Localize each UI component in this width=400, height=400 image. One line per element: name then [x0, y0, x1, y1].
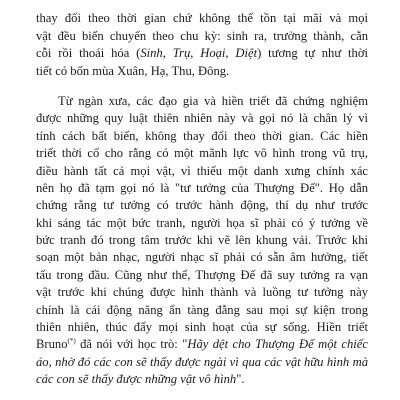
footnote-marker: (*): [67, 337, 76, 346]
text-line: tấu trong đầu. Cũng như thế, Thượng Đế đã suy tưởng ra vạn: [36, 267, 368, 282]
body-text: [36, 0, 368, 389]
paragraph-2: [36, 93, 368, 389]
text-line: [36, 371, 368, 388]
text-line: vật trước khi chúng được hình thành và luồng tư tưởng này: [36, 285, 368, 300]
quote-text: các con sẽ thấy được những vật vô hình: [36, 372, 237, 387]
text-line: Từ ngàn xưa, các đạo gia và hiền triết đã chứng nghiệm: [58, 93, 368, 108]
text-line: [36, 45, 368, 62]
text-line: điều hành tất cả mọi vật, vì thiếu một danh xưng chính xác: [36, 163, 368, 178]
text-line: bức tranh đó trong tâm trước khi vẽ lên khung vải. Trước khi: [36, 233, 368, 248]
text-line: nên họ đã tạm gọi nó là "tư tưởng của Thượng Đế". Họ dẫn: [36, 180, 368, 195]
person-name: Bruno: [36, 337, 68, 352]
text-line: tính cách bất biến, không thay đổi theo thời gian. Các hiền: [36, 128, 368, 143]
paragraph-1: [36, 0, 368, 80]
text-line: chứng rằng tư tưởng có trước hành động, thí dụ như trước: [36, 198, 368, 213]
text-line: vật đều biến chuyển theo chu kỳ: sinh ra, trưởng thành, cằn: [36, 28, 368, 43]
text-line: khi sáng tác một bức tranh, người họa sĩ phải có ý tưởng về: [36, 215, 368, 230]
text-line: soạn một bản nhạc, người nhạc sĩ phải có sẵn âm hưởng, tiết: [36, 250, 368, 265]
quote-text: Hãy dệt cho Thượng Đế một chiếc: [187, 337, 368, 352]
text-line: chính là cái động năng ẩn tàng đằng sau mọi sự kiện trong: [36, 302, 368, 317]
text-line: tiết có bốn mùa Xuân, Hạ, Thu, Đông.: [36, 63, 230, 78]
text-segment: cỗi rồi thoái hóa (: [36, 46, 141, 61]
text-segment: ) tương tự như thời: [257, 46, 368, 61]
text-line: thiên nhiên, thúc đẩy mọi sinh hoạt của sự sống. Hiền triết: [36, 320, 368, 335]
quote-line: áo, nhờ đó các con sẽ thấy được ngài vì qua các vật hữu hình mà: [36, 354, 368, 369]
text-segment: ".: [236, 372, 245, 387]
text-segment: đã nói với học trò: ": [75, 337, 188, 352]
text-line: triết thời cổ cho rằng có một mãnh lực vô hình trong vũ trụ,: [36, 146, 368, 161]
text-line: thay đổi theo thời gian chứ không thể tồn tại mãi và mọi: [36, 11, 368, 26]
text-line: [36, 336, 368, 353]
italic-term: Sinh, Trụ, Hoại, Diệt: [140, 46, 258, 61]
text-line: được những quy luật thiên nhiên này và gọi nó là chân lý vì: [36, 111, 368, 126]
